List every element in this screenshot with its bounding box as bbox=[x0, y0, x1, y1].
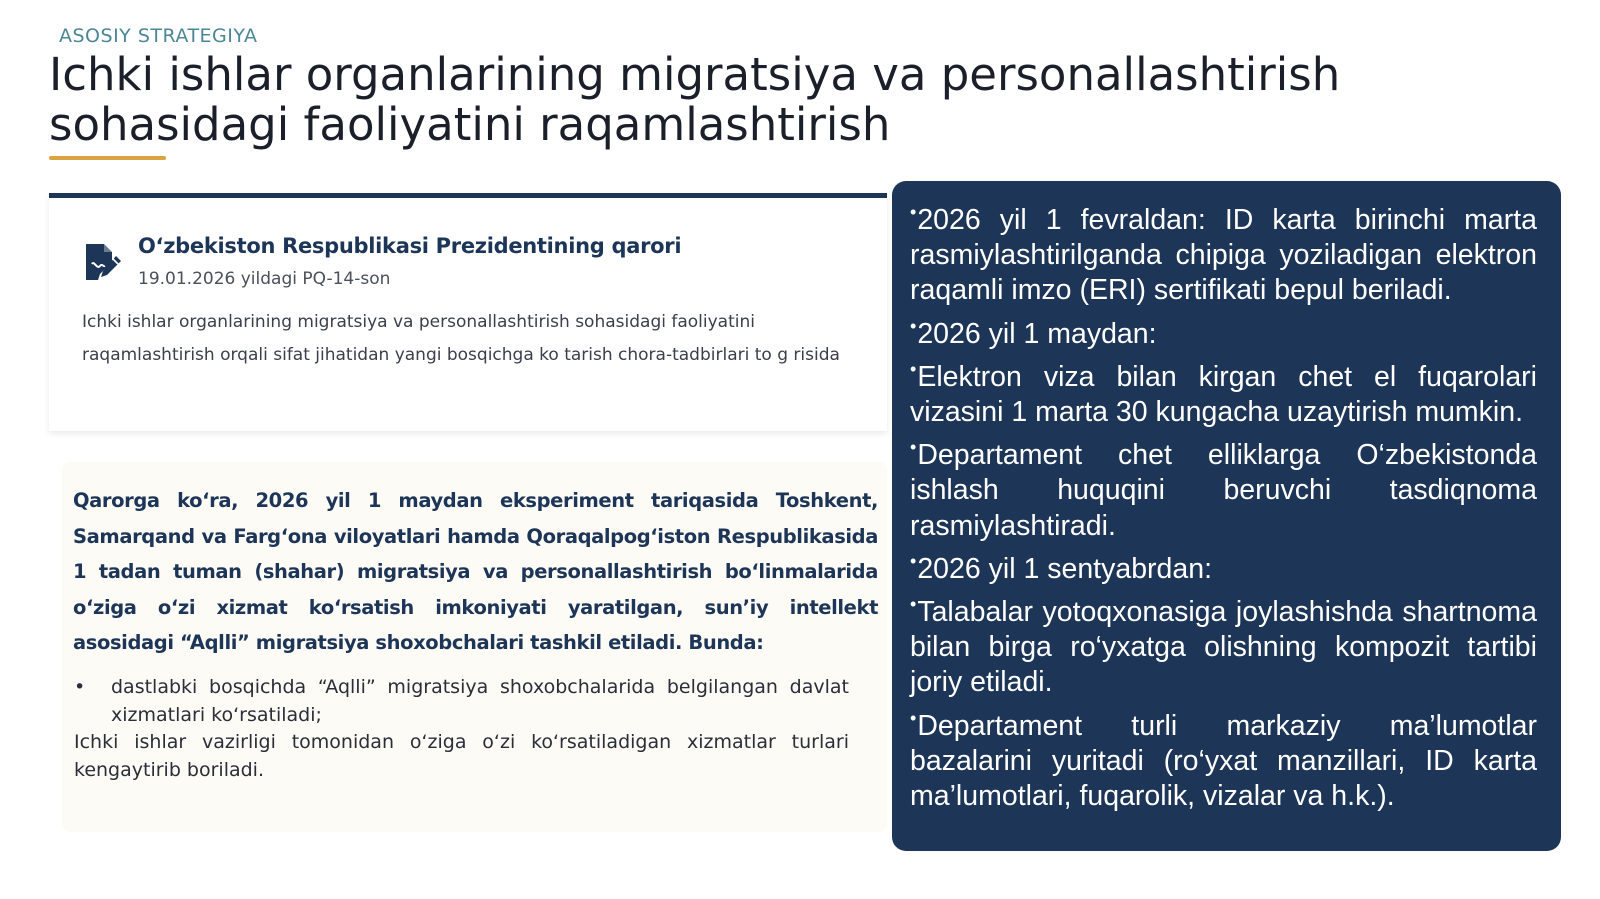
list-item: •2026 yil 1 maydan: bbox=[910, 315, 1157, 350]
decree-title: O‘zbekiston Respublikasi Prezidentining qarori bbox=[138, 234, 682, 258]
list-item: •Talabalar yotoqxonasiga joylashishda shartnoma bilan birga ro‘yxatga olishning kompozit tartibi joriy etiladi. bbox=[910, 594, 1537, 699]
list-item: •Departament chet elliklarga O‘zbekistonda ishlash huquqini beruvchi tasdiqnoma rasmiylashtiradi. bbox=[910, 437, 1537, 542]
document-pen-icon bbox=[80, 240, 124, 284]
list-item: •2026 yil 1 fevraldan: ID karta birinchi marta rasmiylashtirilganda chipiga yoziladigan elektron raqamli imzo (ERI) sertifikati bepul beriladi. bbox=[910, 202, 1537, 307]
decree-subtitle: 19.01.2026 yildagi PQ-14-son bbox=[138, 269, 391, 289]
decree-description: Ichki ishlar organlarining migratsiya va personallashtirish sohasidagi faoliyatini raqamlashtirish orqali sifat jihatidan yangi bosqichga ko tarish chora-tadbirlari to g risida bbox=[82, 312, 840, 365]
key-dates-panel bbox=[892, 181, 1561, 851]
bullet-dot-icon: • bbox=[910, 594, 917, 615]
info-card bbox=[62, 462, 887, 832]
decree-card bbox=[49, 193, 887, 431]
key-dates-list bbox=[910, 195, 1537, 814]
list-item: •2026 yil 1 sentyabrdan: bbox=[910, 550, 1213, 585]
bullet-dot-icon: • bbox=[910, 202, 917, 222]
list-item: Ichki ishlar vazirligi tomonidan o‘ziga o‘zi ko‘rsatiladigan xizmatlar turlari kengaytirib boriladi. bbox=[74, 731, 849, 781]
title-underline bbox=[49, 156, 166, 160]
page-title-line-2: sohasidagi faoliyatini raqamlashtirish bbox=[49, 98, 891, 151]
page-title-line-1: Ichki ishlar organlarining migratsiya va personallashtirish bbox=[49, 48, 1341, 101]
page-title bbox=[49, 50, 1449, 150]
list-item: •Departament turli markaziy ma’lumotlar bazalarini yuritadi (ro‘yxat manzillari, ID karta ma’lumotlari, fuqarolik, vizalar va h.k.). bbox=[910, 707, 1537, 813]
bullet-dot-icon: • bbox=[910, 315, 917, 336]
bullet-dot-icon: • bbox=[910, 550, 917, 571]
list-item: •Elektron viza bilan kirgan chet el fuqarolari vizasini 1 marta 30 kungacha uzaytirish mumkin. bbox=[910, 358, 1537, 429]
bullet-dot-icon: • bbox=[910, 358, 917, 379]
bullet-dot-icon: • bbox=[910, 707, 917, 728]
info-lead-text: Qarorga ko‘ra, 2026 yil 1 maydan eksperiment tariqasida Toshkent, Samarqand va Farg‘ona viloyatlari hamda Qoraqalpog‘iston Respublikasida 1 tadan tuman (shahar) migratsiya va personallashtirish bo‘linmalarida o‘ziga o‘zi xizmat ko‘rsatish imkoniyati yaratilgan, sun’iy intellekt asosidagi “Aqlli” migratsiya shoxobchalari tashkil etiladi. Bunda: bbox=[73, 489, 878, 654]
bullet-dot-icon: • bbox=[910, 437, 917, 458]
eyebrow-label: ASOSIY STRATEGIYA bbox=[59, 25, 258, 47]
list-item: • dastlabki bosqichda “Aqlli” migratsiya shoxobchalarida belgilangan davlat xizmatlari ko‘rsatiladi; bbox=[74, 674, 849, 729]
info-list bbox=[74, 674, 849, 784]
